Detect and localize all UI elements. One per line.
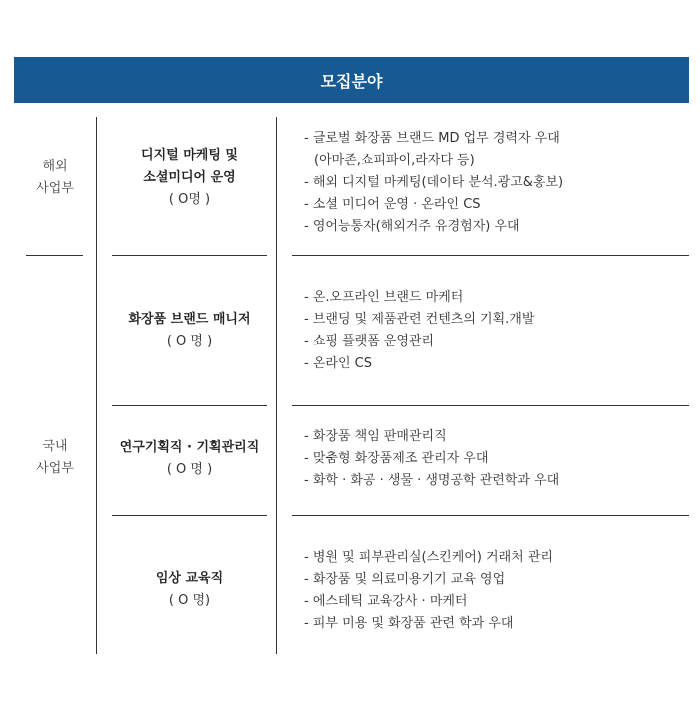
divider-dept [26, 255, 83, 256]
list-item: - 에스테틱 교육강사 · 마케터 [304, 594, 468, 609]
role-brand-manager [112, 309, 267, 353]
role-clinical-education [112, 568, 267, 612]
department-line: 사업부 [36, 181, 74, 196]
list-item: - 영어능통자(해외거주 유경험자) 우대 [304, 219, 520, 234]
section-header [14, 57, 689, 103]
role-research-planning [112, 437, 267, 481]
list-item: - 소셜 미디어 운영 · 온라인 CS [304, 197, 481, 212]
department-line: 국내 [42, 439, 68, 454]
divider-role-2 [112, 405, 267, 406]
list-item: - 피부 미용 및 화장품 관련 학과 우대 [304, 616, 514, 631]
list-item: - 화장품 및 의료미용기기 교육 영업 [304, 572, 506, 587]
role-count: ( O명 ) [168, 192, 211, 207]
divider-vertical-1 [96, 117, 97, 654]
divider-vertical-2 [276, 117, 277, 654]
divider-role-3 [112, 515, 267, 516]
list-item: - 쇼핑 플랫폼 운영관리 [304, 334, 435, 349]
role-count: ( O 명 ) [166, 462, 213, 477]
department-line: 사업부 [36, 461, 74, 476]
role-count: ( O 명) [168, 593, 211, 608]
list-item: - 브랜딩 및 제품관련 컨텐츠의 기획.개발 [304, 312, 535, 327]
list-item: - 온라인 CS [304, 356, 372, 371]
role-title: 디지털 마케팅 및 [141, 148, 238, 163]
list-item: - 온.오프라인 브랜드 마케터 [304, 290, 464, 305]
role-title: 임상 교육직 [155, 571, 224, 586]
role-count: ( O 명 ) [166, 334, 213, 349]
role-digital-marketing [112, 145, 267, 211]
list-item: (아마존,쇼피파이,라자다 등) [314, 153, 475, 168]
role-title: 소셜미디어 운영 [143, 170, 236, 185]
divider-desc-3 [292, 515, 689, 516]
department-overseas [14, 156, 96, 200]
department-domestic [14, 436, 96, 480]
department-line: 해외 [42, 159, 68, 174]
list-item: - 맞춤형 화장품제조 관리자 우대 [304, 451, 489, 466]
role-description-list [304, 128, 689, 238]
list-item: - 글로벌 화장품 브랜드 MD 업무 경력자 우대 [304, 131, 560, 146]
divider-role-1 [112, 255, 267, 256]
list-item: - 병원 및 피부관리실(스킨케어) 거래처 관리 [304, 550, 553, 565]
role-description-list [304, 547, 689, 635]
divider-desc-2 [292, 405, 689, 406]
section-title: 모집분야 [320, 71, 383, 91]
role-description-list [304, 426, 689, 492]
divider-desc-1 [292, 255, 689, 256]
role-title: 연구기획직 · 기획관리직 [119, 440, 260, 455]
list-item: - 화학 · 화공 · 생물 · 생명공학 관련학과 우대 [304, 473, 560, 488]
list-item: - 해외 디지털 마케팅(데이타 분석.광고&홍보) [304, 175, 564, 190]
role-description-list [304, 287, 689, 375]
list-item: - 화장품 책임 판매관리직 [304, 429, 447, 444]
role-title: 화장품 브랜드 매니저 [128, 312, 251, 327]
